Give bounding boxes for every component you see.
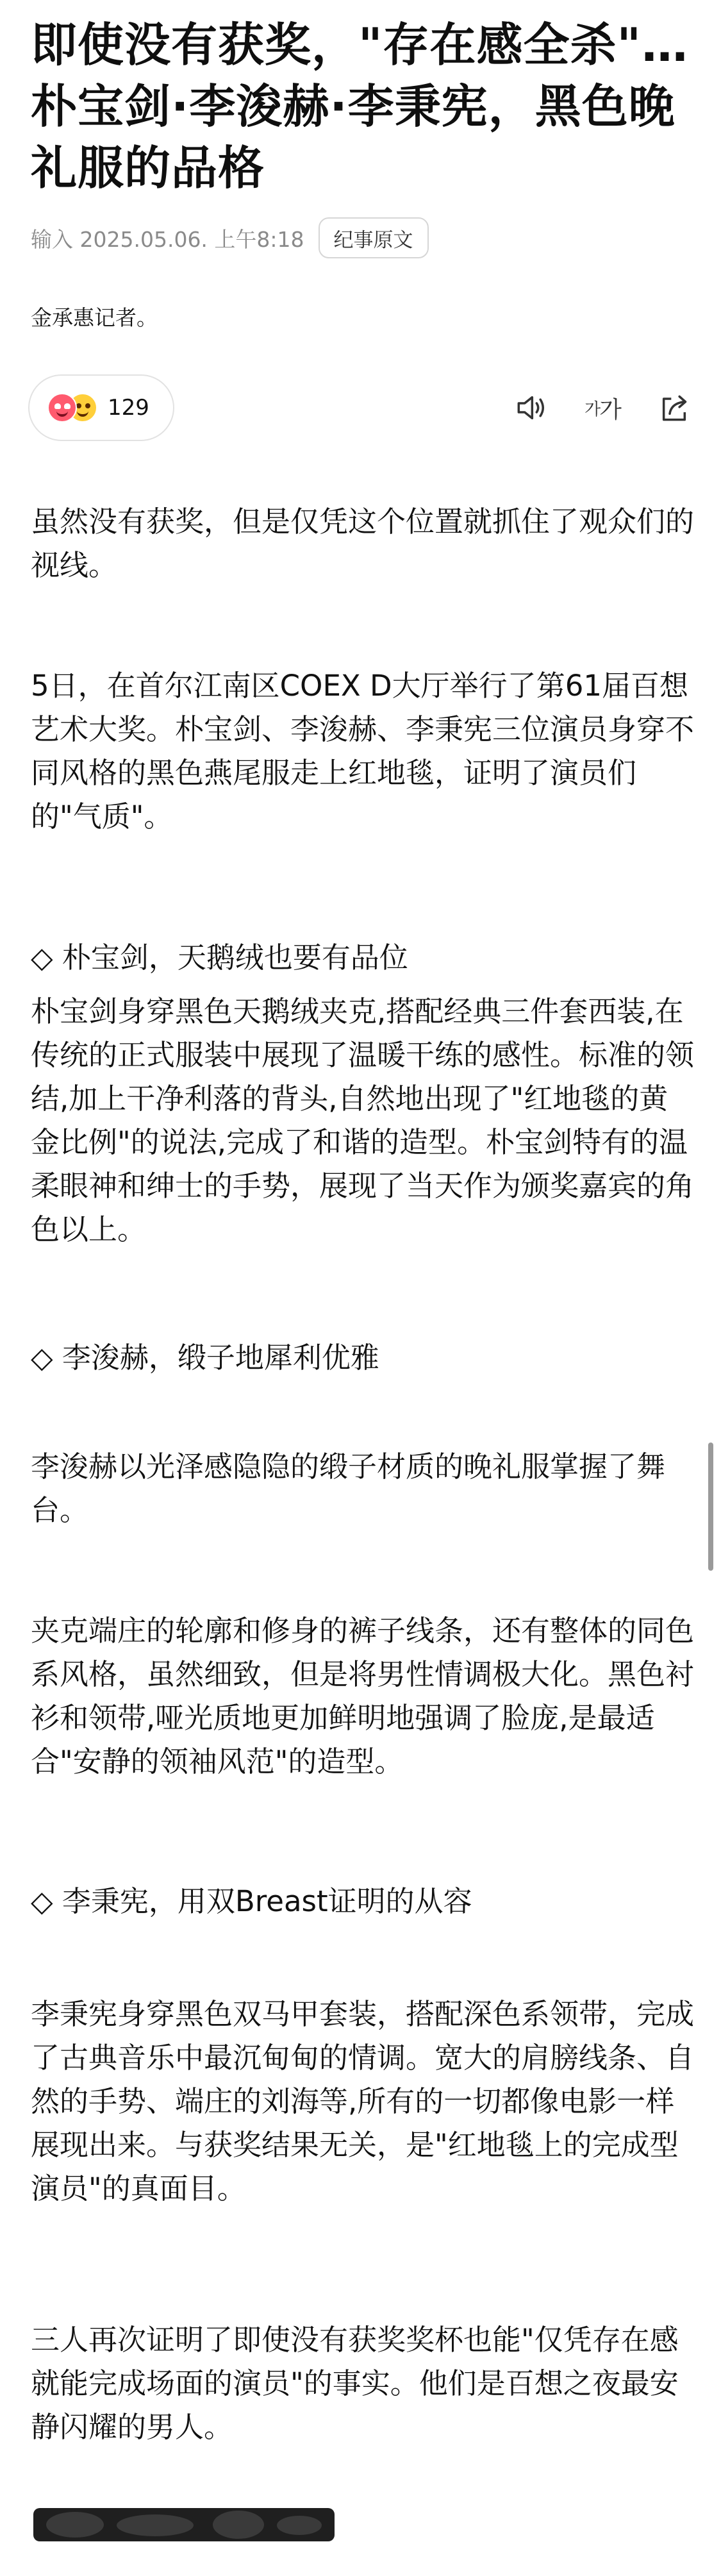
toolbar-icons [479, 387, 695, 428]
publish-date: 输入 2025.05.06. 上午8:18 [31, 226, 304, 252]
paragraph-intro: 虽然没有获奖，但是仅凭这个位置就抓住了观众们的视线。 [31, 505, 695, 582]
love-emoji-icon [47, 393, 77, 422]
article-meta [31, 217, 429, 259]
section-heading-lee-byung-hun: ◇ 李秉宪，用双Breast证明的从容 [31, 1884, 472, 1918]
speaker-icon[interactable] [510, 387, 551, 428]
original-article-button[interactable]: 纪事原文 [319, 217, 429, 258]
font-size-icon[interactable]: 가 가 [584, 396, 620, 423]
paragraph-lee-jun-hyuk-2: 夹克端庄的轮廓和修身的裤子线条，还有整体的同色系风格，虽然细致，但是将男性情调极大化。黑色衬衫和领带,哑光质地更加鲜明地强调了脸庞,是最适合"安静的领袖风范"的造型。 [31, 1614, 695, 1778]
reaction-count: 129 [108, 395, 149, 421]
byline: 金承惠记者。 [31, 305, 158, 330]
reaction-button[interactable] [28, 374, 174, 441]
paragraph-lee-jun-hyuk-1: 李浚赫以光泽感隐隐的缎子材质的晚礼服掌握了舞台。 [31, 1450, 666, 1527]
article-toolbar [28, 374, 695, 444]
paragraph-park-bo-gum: 朴宝剑身穿黑色天鹅绒夹克,搭配经典三件套西装,在传统的正式服装中展现了温暖干练的感性。标准的领结,加上干净利落的背头,自然地出现了"红地毯的黄金比例"的说法,完成了和谐的造型。朴宝剑特有的温柔眼神和绅士的手势，展现了当天作为颁奖嘉宾的角色以上。 [31, 994, 695, 1246]
paragraph-event: 5日，在首尔江南区COEX D大厅举行了第61届百想艺术大奖。朴宝剑、李浚赫、李秉宪三位演员身穿不同风格的黑色燕尾服走上红地毯，证明了演员们的"气质"。 [31, 669, 695, 833]
article-headline: 即使没有获奖，"存在感全杀"…朴宝剑·李浚赫·李秉宪，黑色晚礼服的品格 [31, 18, 689, 195]
section-heading-lee-jun-hyuk: ◇ 李浚赫，缎子地犀利优雅 [31, 1341, 379, 1375]
redacted-signature [33, 2508, 335, 2541]
section-heading-park-bo-gum: ◇ 朴宝剑，天鹅绒也要有品位 [31, 941, 408, 974]
paragraph-conclusion: 三人再次证明了即使没有获奖奖杯也能"仅凭存在感就能完成场面的演员"的事实。他们是百想之夜最安静闪耀的男人。 [31, 2323, 679, 2444]
scrollbar[interactable] [708, 1443, 713, 1571]
share-icon[interactable] [654, 387, 695, 428]
paragraph-lee-byung-hun: 李秉宪身穿黑色双马甲套装，搭配深色系领带，完成了古典音乐中最沉甸甸的情调。宽大的肩膀线条、自然的手势、端庄的刘海等,所有的一切都像电影一样展现出来。与获奖结果无关，是"红地毯上的完成型演员"的真面目。 [31, 1997, 695, 2205]
